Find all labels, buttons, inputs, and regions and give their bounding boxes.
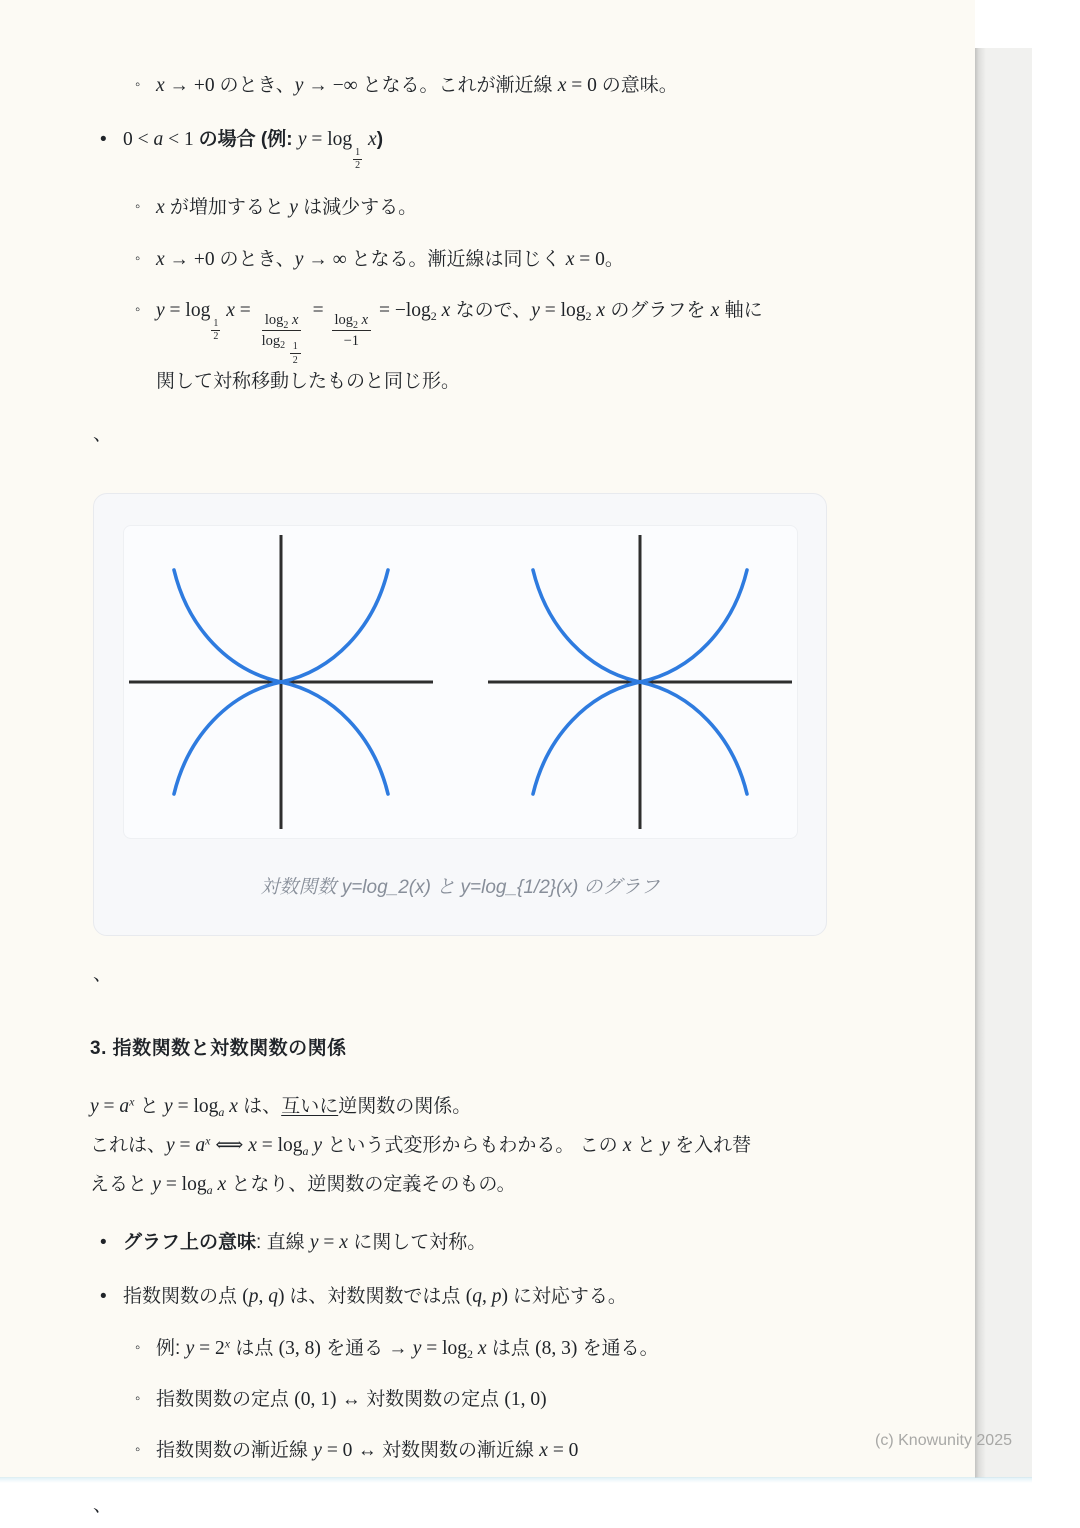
- text-run: ): [501, 1285, 513, 1307]
- text-run: 1: [355, 147, 361, 159]
- text-run: (1, 0): [504, 1389, 547, 1411]
- text-run: となる。漸近線は同じく: [351, 248, 566, 270]
- text-run: y: [531, 299, 540, 321]
- text-run: y: [166, 1134, 175, 1156]
- text-run: a: [218, 1104, 225, 1119]
- text-run: a: [195, 1134, 206, 1156]
- text-run: は、: [237, 1095, 282, 1117]
- text-run: −1: [343, 332, 360, 349]
- text-run: = log: [164, 299, 211, 321]
- text-run: x: [539, 1440, 548, 1462]
- text-run: a: [302, 1143, 309, 1158]
- text-run: x: [129, 1094, 135, 1109]
- text-run: 互いに: [281, 1095, 339, 1117]
- text-run: のグラフを: [605, 299, 711, 321]
- fraction-numerator: [290, 341, 301, 355]
- text-run: となり、逆関数の定義そのもの。: [226, 1173, 516, 1195]
- text-run: =: [174, 1134, 196, 1156]
- text-run: (0, 1): [294, 1389, 337, 1411]
- text-run: を通る →: [320, 1337, 413, 1359]
- text-run: 2: [353, 319, 359, 331]
- text-run: y: [90, 1095, 99, 1117]
- subscript: [352, 138, 363, 171]
- text-run: 2: [283, 319, 289, 331]
- text-run: y: [313, 1134, 323, 1156]
- paragraph: [90, 1087, 880, 1204]
- text-run: 2: [355, 159, 361, 171]
- text-run: は、対数関数では点: [289, 1285, 466, 1307]
- text-run: = −log: [374, 299, 431, 321]
- section-heading: [90, 1029, 880, 1061]
- text-run: と: [631, 1134, 662, 1156]
- text-run: → +0: [164, 75, 220, 96]
- list-item-level1: [100, 1228, 880, 1258]
- log-graph-right: [485, 532, 795, 832]
- bullet-marker: ◦: [135, 198, 141, 216]
- subscript: [207, 1183, 213, 1197]
- text-run: x: [441, 299, 451, 321]
- fraction: [290, 341, 301, 367]
- text-run: に関して対称。: [347, 1231, 487, 1253]
- list-item-body: [156, 71, 880, 101]
- text-run: y: [164, 1095, 173, 1117]
- text-run: 1: [292, 340, 298, 352]
- fraction-denominator: [211, 331, 220, 343]
- list-item-body: [156, 296, 880, 396]
- list-item-level1: [100, 1282, 880, 1312]
- list-item-body: [156, 245, 880, 275]
- text-run: 、: [93, 423, 113, 445]
- text-run: = log: [539, 299, 586, 321]
- figure-card: [93, 493, 827, 936]
- subscript: [431, 309, 437, 323]
- fraction-denominator: [290, 354, 301, 367]
- text-run: 関して対称移動したものと同じ形。: [156, 370, 461, 392]
- text-run: 。: [604, 248, 624, 270]
- bullet-marker: ◦: [135, 1338, 141, 1356]
- subscript: [303, 1144, 309, 1158]
- text-run: y: [297, 129, 307, 151]
- text-run: x: [622, 1134, 632, 1156]
- text-run: y: [313, 1440, 322, 1462]
- fraction-numerator: [211, 318, 220, 331]
- text-run: えると: [90, 1173, 153, 1195]
- stray-comma-mark: [93, 1495, 880, 1518]
- bullet-marker: ◦: [135, 1441, 141, 1459]
- text-run: = 2: [194, 1337, 225, 1359]
- text-run: 2: [585, 309, 592, 324]
- stray-comma-mark: [93, 424, 880, 447]
- list-item-level2: [135, 71, 880, 101]
- text-run: に対応する。: [512, 1285, 627, 1307]
- text-run: x: [217, 1173, 227, 1195]
- text-run: y: [185, 1337, 195, 1359]
- text-run: という式変形からもわかる。 この: [322, 1134, 623, 1156]
- text-run: = 0: [574, 248, 605, 270]
- list-item-level2: [135, 193, 880, 223]
- text-run: y: [294, 75, 304, 96]
- text-run: < 1: [163, 129, 199, 151]
- text-run: 1: [213, 318, 219, 330]
- content-blocks-top: [90, 71, 880, 447]
- text-run: y: [294, 248, 304, 270]
- fraction-numerator: [332, 311, 372, 331]
- list-item-body: [156, 193, 880, 223]
- text-run: の場合 (例:: [198, 129, 298, 151]
- list-item-body: [156, 1334, 880, 1364]
- text-run: 2: [430, 309, 437, 324]
- text-run: x: [205, 1133, 211, 1148]
- page-bottom-divider: [0, 1477, 1032, 1483]
- text-run: y: [289, 197, 298, 219]
- log-graph-left: [126, 532, 436, 832]
- text-run: 例:: [156, 1337, 186, 1359]
- text-run: なので、: [450, 299, 532, 321]
- text-run: x: [226, 299, 235, 321]
- text-run: = log: [160, 1173, 207, 1195]
- fraction: [211, 318, 220, 342]
- text-run: x: [339, 1231, 348, 1253]
- text-run: の意味。: [601, 75, 678, 96]
- text-run: (: [465, 1285, 473, 1307]
- text-run: = 0: [547, 1440, 579, 1462]
- text-run: =: [318, 1231, 340, 1253]
- next-page-edge-shadow: [975, 48, 1032, 1478]
- bullet-marker: •: [100, 1231, 107, 1253]
- text-run: log: [334, 311, 354, 328]
- text-run: y: [309, 1231, 319, 1253]
- text-run: x: [710, 299, 720, 321]
- text-run: → −∞: [303, 75, 363, 96]
- text-run: x: [557, 75, 567, 96]
- text-run: が増加すると: [164, 197, 290, 219]
- text-run: ): [278, 1285, 290, 1307]
- text-run: [285, 333, 289, 349]
- copyright-footer: (c) Knowunity 2025: [875, 1432, 1012, 1449]
- list-item-level2: [135, 245, 880, 275]
- text-run: ↔ 対数関数の定点: [336, 1389, 505, 1411]
- text-run: (: [242, 1285, 249, 1307]
- fraction-numerator: [353, 147, 362, 160]
- bullet-marker: ◦: [135, 300, 141, 318]
- text-run: は点: [230, 1337, 279, 1359]
- text-run: のとき、: [219, 248, 295, 270]
- bullet-marker: ◦: [135, 249, 141, 267]
- text-run: は減少する。: [297, 197, 418, 219]
- text-run: 、: [93, 1494, 113, 1516]
- text-run: グラフ上の意味: [123, 1231, 257, 1253]
- stray-comma-mark: [93, 964, 880, 987]
- text-run: x: [361, 311, 369, 328]
- text-run: と: [134, 1095, 165, 1117]
- text-run: を入れ替: [669, 1134, 752, 1156]
- text-run: = 0: [321, 1440, 353, 1462]
- text-run: =: [98, 1095, 120, 1117]
- text-run: x: [477, 1337, 487, 1359]
- text-run: x: [292, 311, 299, 328]
- text-run: =: [234, 299, 256, 321]
- text-run: a: [206, 1182, 213, 1197]
- text-run: a: [119, 1095, 130, 1117]
- text-run: 3. 指数関数と対数関数の関係: [90, 1037, 347, 1059]
- text-run: = log: [306, 129, 353, 151]
- text-run: ↔ 対数関数の漸近線: [352, 1440, 540, 1462]
- list-item-level1: [100, 125, 880, 171]
- subscript: [210, 309, 221, 342]
- text-run: log: [261, 332, 281, 349]
- list-item-body: [156, 1385, 880, 1415]
- text-run: これは、: [90, 1134, 167, 1156]
- text-run: p: [248, 1285, 259, 1307]
- fraction-numerator: [262, 311, 302, 331]
- text-run: のとき、: [219, 75, 295, 96]
- text-run: 指数関数の漸近線: [156, 1440, 314, 1462]
- list-item-level2: [135, 1334, 880, 1364]
- text-run: 2: [467, 1347, 474, 1362]
- text-run: → ∞: [303, 248, 352, 270]
- fraction-denominator: [259, 331, 305, 367]
- bullet-marker: •: [100, 129, 107, 151]
- text-run: 2: [213, 330, 219, 342]
- list-item-level2: [135, 1385, 880, 1415]
- text-run: x: [596, 299, 606, 321]
- fraction: [332, 311, 372, 349]
- text-run: となる。これが漸近線: [362, 75, 558, 96]
- text-run: y: [152, 1173, 161, 1195]
- text-run: ,: [481, 1285, 492, 1307]
- text-run: = log: [256, 1134, 303, 1156]
- bullet-marker: ◦: [135, 1390, 141, 1408]
- text-run: = 0: [566, 75, 602, 96]
- fraction-denominator: [341, 331, 362, 350]
- text-run: 軸に: [719, 299, 763, 321]
- text-run: : 直線: [256, 1231, 310, 1253]
- text-run: 指数関数の定点: [156, 1389, 295, 1411]
- text-run: q: [472, 1285, 482, 1307]
- text-run: x: [368, 129, 377, 151]
- text-run: ,: [258, 1285, 269, 1307]
- bullet-marker: ◦: [135, 76, 141, 93]
- text-run: x: [156, 75, 165, 96]
- text-run: は点: [486, 1337, 536, 1359]
- text-run: x: [156, 197, 165, 219]
- text-run: y: [661, 1134, 670, 1156]
- text-run: y: [156, 299, 165, 321]
- list-item-body: [123, 1282, 880, 1312]
- text-run: x: [565, 248, 575, 270]
- text-run: x: [156, 248, 165, 270]
- text-run: 逆関数の関係。: [338, 1095, 472, 1117]
- fraction-denominator: [353, 160, 362, 172]
- text-run: 2: [280, 340, 286, 352]
- text-run: → +0: [164, 248, 220, 270]
- fraction: [259, 311, 305, 367]
- text-run: x: [224, 1336, 231, 1351]
- text-run: y: [412, 1337, 422, 1359]
- text-run: ⟺: [210, 1134, 249, 1156]
- plot-panel: [123, 525, 798, 839]
- text-run: (8, 3): [535, 1337, 578, 1359]
- text-run: p: [491, 1285, 502, 1307]
- text-run: = log: [172, 1095, 219, 1117]
- list-item-level2: [135, 296, 880, 396]
- text-run: log: [264, 311, 284, 328]
- text-run: a: [153, 129, 164, 151]
- text-run: を通る。: [577, 1337, 659, 1359]
- text-run: 0 <: [123, 129, 154, 151]
- list-item-body: [123, 1228, 880, 1258]
- subscript: [586, 309, 592, 323]
- text-run: 指数関数の点: [123, 1285, 243, 1307]
- text-run: x: [229, 1095, 238, 1117]
- text-run: q: [268, 1285, 279, 1307]
- figure-caption: 対数関数 y=log_2(x) と y=log_{1/2}(x) のグラフ: [260, 876, 660, 898]
- fraction: [353, 147, 362, 171]
- text-run: (3, 8): [278, 1337, 321, 1359]
- bullet-marker: •: [100, 1285, 107, 1307]
- text-run: 、: [93, 963, 113, 985]
- text-run: =: [307, 299, 329, 321]
- text-run: x: [248, 1134, 257, 1156]
- text-run: = log: [421, 1337, 468, 1359]
- text-run: ): [376, 129, 384, 151]
- list-item-body: [123, 125, 880, 171]
- text-run: 2: [292, 355, 298, 367]
